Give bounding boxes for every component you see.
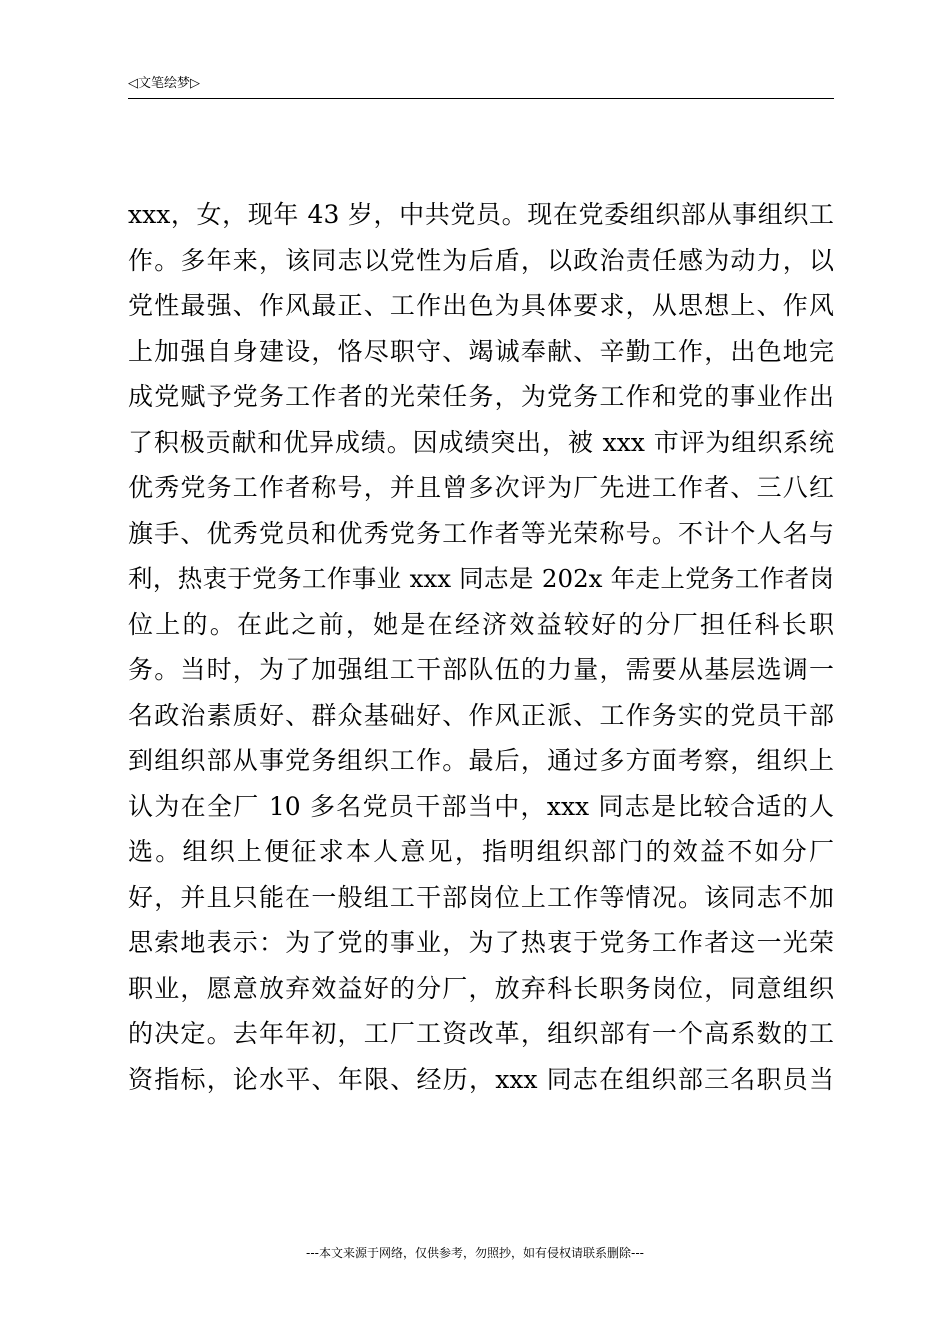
body-paragraph [128, 192, 834, 1102]
body-line: 到组织部从事党务组织工作。最后，通过多方面考察，组织上 [128, 746, 834, 775]
body-line: 上加强自身建设，恪尽职守、竭诚奉献、辛勤工作，出色地完 [128, 336, 834, 366]
body-line: 务。当时，为了加强组工干部队伍的力量，需要从基层选调一 [128, 655, 834, 684]
body-line: 旗手、优秀党员和优秀党务工作者等光荣称号。不计个人名与 [128, 518, 834, 548]
body-line: 了积极贡献和优异成绩。因成绩突出，被 xxx 市评为组织系统 [128, 427, 834, 457]
body-line: 名政治素质好、群众基础好、作风正派、工作务实的党员干部 [128, 700, 834, 730]
body-line: 利，热衷于党务工作事业 xxx 同志是 202x 年走上党务工作者岗 [128, 564, 834, 593]
body-line: 成党赋予党务工作者的光荣任务，为党务工作和党的事业作出 [128, 382, 834, 411]
body-line: 资指标，论水平、年限、经历，xxx 同志在组织部三名职员当 [128, 1064, 834, 1094]
footer-disclaimer: ---本文来源于网络，仅供参考，勿照抄，如有侵权请联系删除--- [306, 1246, 644, 1260]
body-line: 认为在全厂 10 多名党员干部当中，xxx 同志是比较合适的人 [128, 791, 834, 821]
page-footer [0, 1245, 950, 1261]
body-line: 作。多年来，该同志以党性为后盾，以政治责任感为动力，以 [128, 245, 834, 275]
header-title: ◁文笔绘梦▷ [128, 76, 200, 91]
body-line: 选。组织上便征求本人意见，指明组织部门的效益不如分厂 [128, 837, 834, 866]
body-line: 优秀党务工作者称号，并且曾多次评为厂先进工作者、三八红 [128, 473, 834, 502]
body-line: 好，并且只能在一般组工干部岗位上工作等情况。该同志不加 [128, 882, 834, 912]
body-line: 的决定。去年年初，工厂工资改革，组织部有一个高系数的工 [128, 1019, 834, 1048]
body-line: 位上的。在此之前，她是在经济效益较好的分厂担任科长职 [128, 609, 834, 639]
body-line: 党性最强、作风最正、工作出色为具体要求，从思想上、作风 [128, 291, 834, 320]
body-line: 思索地表示：为了党的事业，为了热衷于党务工作者这一光荣 [128, 928, 834, 957]
page-header [128, 72, 834, 99]
body-line: xxx，女，现年 43 岁，中共党员。现在党委组织部从事组织工 [128, 200, 834, 229]
body-line: 职业，愿意放弃效益好的分厂，放弃科长职务岗位，同意组织 [128, 973, 834, 1003]
